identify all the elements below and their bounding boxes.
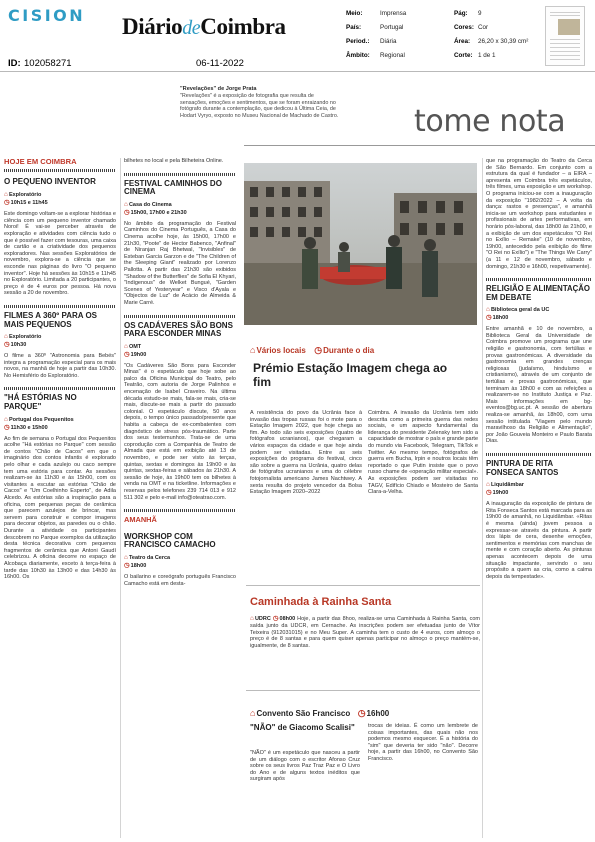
lead-photo <box>244 163 477 325</box>
event-text: O filme a 360º "Astronomia para Bebés" integra a programação especial para os mais novos, na manhã de hoje a partir das 10h30. No Hemisfério do Exploratório. <box>4 353 116 379</box>
event-text: O bailarino e coreógrafo português Francisco Camacho está em desta- <box>124 573 236 587</box>
clock-icon: ◷ <box>486 314 492 322</box>
page-thumbnail[interactable] <box>545 6 585 66</box>
meta-periodicidade: Period.: Diária <box>346 38 397 45</box>
clock-icon: ◷ <box>357 708 366 718</box>
time-tag: ◷10h30 <box>4 341 27 349</box>
venue-tag: ⌂Convento São Francisco <box>250 708 351 718</box>
caption-title: "Revelações" de Jorge Prata <box>180 86 257 92</box>
home-icon: ⌂ <box>250 345 256 355</box>
kicker-amanha: AMANHÃ <box>124 515 157 525</box>
id-value: 102058271 <box>24 58 72 69</box>
meta-corte: Corte: 1 de 1 <box>454 52 496 59</box>
lead-text-col-a: A resistência do povo da Ucrânia face à invasão das tropas russas foi o mote para o Estação Imagem 2022, que hoje chega ao fim. Ao todo são seis exposições (quatro de fotógrafos ucranianos), que chegaram a vários espaços da cidade e que hoje ainda podem ser visitadas. Entre as seis exposições do programa do festival, cinco são sobre a guerra na Ucrânia, quatro delas de fotógrafos ucranianos e uma do célebre fotojornalista americano James Nachtwey. A sexta resulta do projeto vencedor da Bolsa Estação Imagem 2020–2022 <box>250 410 362 496</box>
time-tag: ◷11h30 e 15h00 <box>4 423 48 431</box>
photo-caption-revelacoes <box>180 86 340 119</box>
clock-icon: ◷ <box>272 615 279 622</box>
caminhada-article <box>250 615 480 649</box>
war-scene-image <box>244 163 477 325</box>
clipping-header <box>0 0 595 72</box>
event-title: FESTIVAL CAMINHOS DO CINEMA <box>124 178 222 197</box>
intro-text: bilhetes no local e pela Bilheteira Online. <box>124 158 224 164</box>
event-text: A inauguração da exposição de pintura de Rita Fonseca Santos está marcada para as 19h00 de amanhã, no Liquidâmbar. «Ritas é mesma (ainda) jovem pessoa a expressar-se através da pintura. A partir dos lápis de cera, desenhe emoções, sentimentos e memórias com manchas de mente e com coração aberto. As pinturas apenas acontecem depois de uma situação impactante, servindo o seu propósito a quem as cria, como a calma depois da tempestade». <box>486 501 592 580</box>
time-tag: ◷18h00 <box>486 314 509 322</box>
venue-tag: ⌂Portugal dos Pequenitos <box>4 415 74 423</box>
event-text: Ao fim de semana o Portugal dos Pequenitos acolhe "Há estórias no Parque" com sessão de contos "Chão de Cacos" em que o imaginário dos contos infantis é explorado pelo olhar e cada azulejo ou caco sempre tem uma estória para contar. As sessões realizam-se às 11h30 e às 15h00, com os visitantes a escutar as estórias "Chão de Cacos" e "Um Coelhinho Esperto", de Adila Alcedo. As estórias são a inspiração para a oficina, com pequenas peças de cerâmica que parecem azulejos de brincar, mas servem para construir e compor imagens para decorar objetos, as paredes ou o chão. Durante a atividade os participantes descobrem no Parque exemplos da utilização desta técnica decorativa com pequenos fragmentos de cerâmica que Antoni Gaudí celebrizou. A oficina decorre no espaço de Alcobaça diariamente, exceto à terça-feira à tarde das 10h30 às 13h00 e das 14h30 às 16h00. Os <box>4 435 116 581</box>
event-title: RELIGIÃO E ALIMENTAÇÃO EM DEBATE <box>486 284 590 302</box>
home-icon: ⌂ <box>4 333 8 341</box>
lead-text-col-b: Coimbra. A invasão da Ucrânia tem sido descrita como a primeira guerra das redes sociais, e um aspecto fundamental da liderança do presidente Zelensky tem sido a capacidade de mostrar o país e grande parte do mundo via Facebook, Telegram, TikTok e Twitter. Ao mesmo tempo, fotógrafos de guerra em Bucha, Irpin e noutros locais têm reportado o que Putin insiste que o povo russo chame de «operação militar especial». As exposições podem ser visitadas no TAGV, Edifício Chiado e Mosteiro de Santa Clara-a-Velha. <box>368 410 478 496</box>
convento-title: "NÃO" de Giacomo Scalisi" <box>250 723 355 732</box>
convento-header <box>250 703 480 721</box>
home-icon: ⌂ <box>4 415 8 423</box>
event-text: Este domingo voltam-se a explorar histórias e ciência com um pequeno inventor chamado Noroi! É vai-se perceber através de exploração e atividades com ciência tudo o que é possível fazer com tesouras, uma caixa de cartão e a criatividade dos pequenos exploradores. Nas sessões Exploratórios de novembro, explora-se a ciência que se esconde nas páginas do livro "O pequeno inventor". Hoje há sessões às 10h15 e 11h45 no Exploratório. Limitada a 20 participantes, o preço é de 4 euros por pessoa. Há nova sessão a 20 de novembro. <box>4 211 116 297</box>
divider <box>246 690 480 691</box>
meta-pais: País: Portugal <box>346 24 404 31</box>
caminhada-text: ⌂UDRC ◷08h00 Hoje, a partir das 8hoo, realiza-se uma Caminhada à Rainha Santa, com saída junto da UDCR, em Cernache. As inscrições podem ser efetuadas junto de Vítor Teixeira (912031015) e no Meu Super. A caminha tem o custo de 4 euros, com almoço o preço é de 8 santas e para quem quiser apenas participar no almoço o preço mantém-se, igualmente, de 8 santas. <box>250 615 480 649</box>
clock-icon: ◷ <box>124 561 130 569</box>
intro-text: que na programação do Teatro da Cerca de São Bernardo. Em conjunto com a estrutura da qual é fundador – a EIRA – apresenta em Coimbra três espetáculos, três filmes, uma exposição e um workshop. O programa iniciou-se com a inauguração da exposição "1982/2022 – A volta da dança: rastos e presenças", e amanhã inicia-se um workshop para estudantes e profissionais de artes performativas, em horário pós-laboral, das 18h00 às 21h00, e a exibição de um dos espetáculos "O Rei no Exílio – Remake" (10 de novembro, 19h00, antecedido pela exibição do filme "O Rei no Exílio") e "The Things We Carry" (a 11 e 12 de novembro, sábado e domingo, 21h30 e 16h00, respetivamente). <box>486 158 592 270</box>
event-title: FILMES A 360º PARA OS MAIS PEQUENOS <box>4 310 98 329</box>
time-tag: ◷10h15 e 11h45 <box>4 199 48 207</box>
venue-tag: ⌂Teatro da Cerca <box>124 553 171 561</box>
event-title: OS CADÁVERES SÃO BONS PARA ESCONDER MINAS <box>124 320 233 339</box>
clock-icon: ◷ <box>314 345 323 355</box>
meta-cores: Cores: Cor <box>454 24 489 31</box>
event-title: PINTURA DE RITA FONSECA SANTOS <box>486 458 559 477</box>
time-tag: ◷18h00 <box>124 561 147 569</box>
clock-icon: ◷ <box>486 489 492 497</box>
time-tag: ◷19h00 <box>486 489 509 497</box>
time-tag: ◷15h00, 17h00 e 21h30 <box>124 208 187 216</box>
event-text: No âmbito da programação do Festival Caminhos do Cinema Português, a Casa do Cinema acolhe hoje, às 15h00, 17h00 e 21h30, "Poote" de Hector Babenco, "Anfinal" de Niranjan Raj Bhetwal, "Invisibles" de Esteban Garcia Garzon e de "The Children of the Sleeping Giant" realizado por Lorenzo Pallotta. A partir das 21h30 são exibidos "Shadow of the Butterflies" de Sofia El Khyari, "Indigenous" de Welket Bungué, "Garden Scenes of Yesteryear" e Visco d'Ayala e "Objectos de Luz" de Acácio de Almeida & Marie Carré. <box>124 220 236 306</box>
cision-logo: CISION <box>8 6 86 25</box>
clock-icon: ◷ <box>4 199 10 207</box>
venue-tag: ⌂Casa do Cinema <box>124 200 172 208</box>
section-rule <box>244 145 595 146</box>
meta-meio: Meio: Imprensa <box>346 10 407 17</box>
id-label: ID: <box>8 58 21 69</box>
convento-text-a: "NÃO" é um espetáculo que nasceu a partir de um diálogo com o escritor Afonso Cruz sobre os seus livros Paz Traz Paz e O Livro do Ano e de alguns textos inéditos que surgiram após <box>250 750 360 783</box>
time-tag: ◷08h00 <box>272 615 296 622</box>
home-icon: ⌂ <box>124 342 128 350</box>
clock-icon: ◷ <box>124 350 130 358</box>
meta-ambito: Âmbito: Regional <box>346 52 405 59</box>
venue-tag: ⌂OMT <box>124 342 142 350</box>
lead-headline: Prémio Estação Imagem chega ao fim <box>253 361 448 389</box>
meta-pagina: Pág: 9 <box>454 10 482 17</box>
event-text: Entre amanhã e 10 de novembro, a Biblioteca Geral da Universidade de Coimbra promove um programa que une religião e gastronomia, com tertúlias e provas gastronómicas. A diversidade da gastronomia em grandes crenças religiosas (judaísmo, hinduísmo e cristianismo), através de um conjunto de tertúlias e provas gastronómicas, que terminam às 18h00 e com as refeições a realizarem-se no Instituto Justiça e Paz. Mais informações em bg-eventos@bg.uc.pt. A sessão de abertura realiza-se amanhã, às 18h00, com uma sessão intitulada "Viagem pelo mundo maravilhoso da Religião e Alimentação", por João Gouveia Monteiro e Paulo Barata Dias. <box>486 326 592 445</box>
home-icon: ⌂ <box>124 200 128 208</box>
divider <box>246 585 480 586</box>
event-title: WORKSHOP COM FRANCISCO CAMACHO <box>124 531 216 550</box>
time-tag: ◷16h00 <box>357 708 390 718</box>
clock-icon: ◷ <box>4 423 10 431</box>
column-1 <box>4 158 116 581</box>
home-icon: ⌂ <box>486 306 490 314</box>
publication-masthead: DiáriodeCoimbra <box>122 14 286 39</box>
clock-icon: ◷ <box>124 208 130 216</box>
convento-text-b: trocas de ideias. É como um lembrete de coisas importantes, das quais não nos podemos mesmo esquecer. É a história do "sim" que deveria ter sido "não". Decorre hoje, a partir das 16h00, no Convento São Francisco. <box>368 723 478 762</box>
event-title: O PEQUENO INVENTOR <box>4 176 96 186</box>
time-tag: ◷19h00 <box>124 350 147 358</box>
section-title: tome nota <box>414 104 566 139</box>
publication-date: 06-11-2022 <box>196 58 244 69</box>
column-divider <box>120 158 121 838</box>
column-5 <box>486 158 592 580</box>
kicker-hoje: HOJE EM COIMBRA <box>4 157 77 166</box>
venue-tag: ⌂UDRC <box>250 615 271 622</box>
caminhada-headline: Caminhada à Rainha Santa <box>250 596 392 608</box>
clock-icon: ◷ <box>4 341 10 349</box>
home-icon: ⌂ <box>4 191 8 199</box>
venue-tag: ⌂Vários locais <box>250 345 306 355</box>
venue-tag: ⌂Liquidâmbar <box>486 481 524 489</box>
venue-tag: ⌂Exploratório <box>4 191 42 199</box>
column-2 <box>124 158 236 587</box>
meta-area: Área: 26,20 x 30,39 cm² <box>454 38 529 45</box>
event-title: "HÁ ESTÓRIAS NO PARQUE" <box>4 393 77 412</box>
caption-text: "Revelações" é a exposição de fotografia que resulta de sensações, emoções e sentimentos, que se foram enraizando no fotógrafo durante a contemplação, que dedicou à Última Ceia, de Hodart Vyryo, exposto no Museu Nacional de Machado de Castro. <box>180 93 339 119</box>
home-icon: ⌂ <box>250 708 256 718</box>
lead-tags <box>250 340 480 358</box>
column-divider <box>482 158 483 838</box>
venue-tag: ⌂Biblioteca geral da UC <box>486 306 550 314</box>
event-text: "Os Cadáveres São Bons para Esconder Minas" é o espetáculo que hoje sobe ao palco da Oficina Municipal do Teatro, pelo Teatrão, com autoria de Jorge Palinhos e encenação de Isabel Craveiro. Na última década estudo-se mais, fala-se mais, cria-se mais, discute-se mais a partir do passado colonial. O espetáculo discute, 50 anos depois, o tempo único passado/presente que habita a cabeça de ex-combatentes com diagnóstico de stress pós-traumático. Parte dos seus testemunhos. Trata-se de uma coprodução com a Companhia de Teatro de Almada que está em exibição até 13 de novembro, e pode ser visto às terças, quintas, sextas e domingos às 19h00 e às quintas, sextas-feiras e sábados às 21h30. A sessão de hoje, às 19h00 tem os bilhetes à venda na OMT e na ticketline. Informações e reservas pelos telefones 239 714 013 e 912 511 302 e pelo e-mail info@oteatrao.com. <box>124 362 236 501</box>
time-tag: ◷Durante o dia <box>314 345 375 355</box>
home-icon: ⌂ <box>486 481 490 489</box>
home-icon: ⌂ <box>124 553 128 561</box>
home-icon: ⌂ <box>250 615 254 622</box>
venue-tag: ⌂Exploratório <box>4 333 42 341</box>
